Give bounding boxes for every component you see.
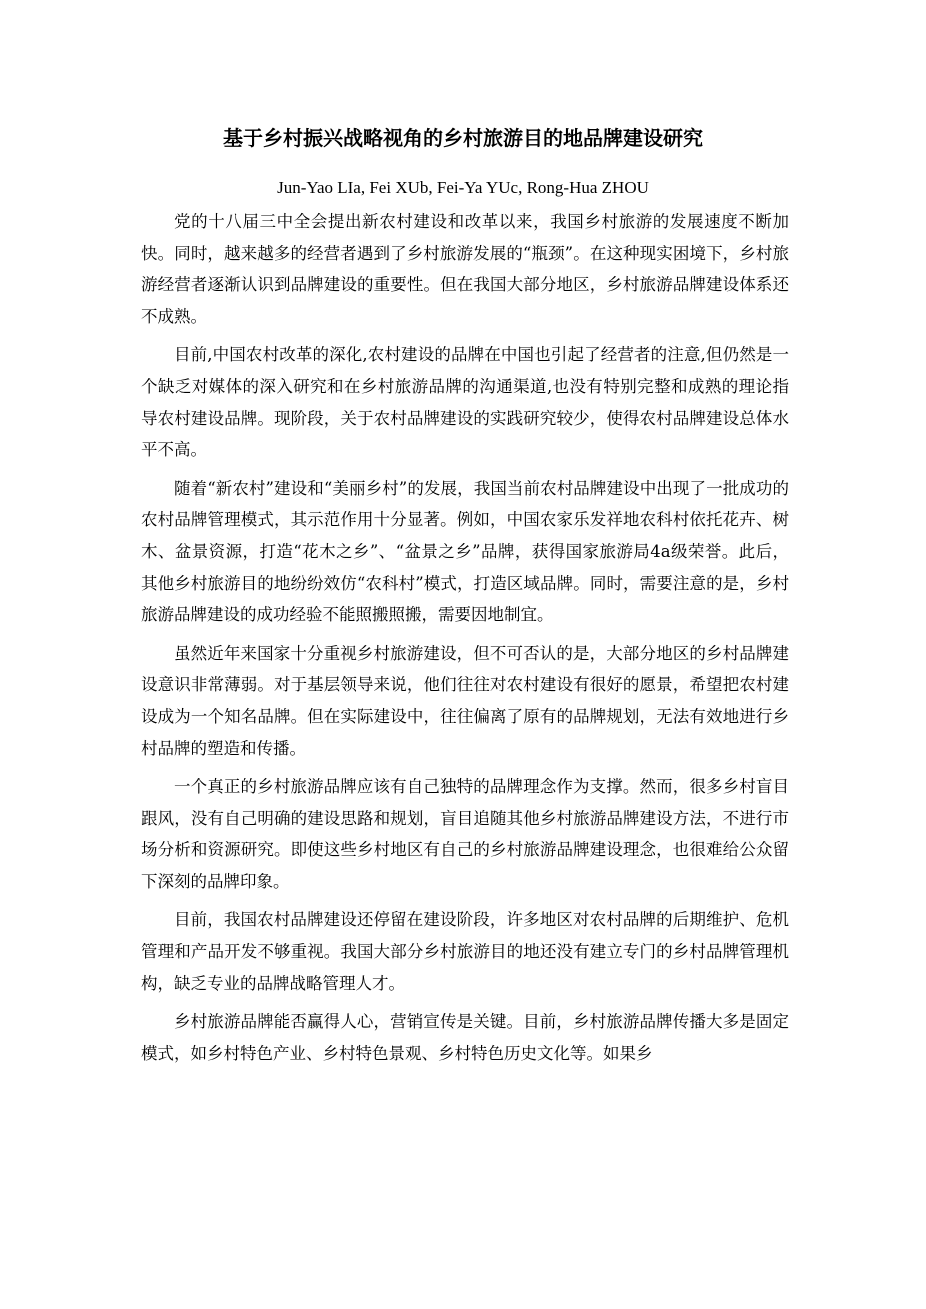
paragraph: 目前，我国农村品牌建设还停留在建设阶段，许多地区对农村品牌的后期维护、危机管理和产品开发不够重视。我国大部分乡村旅游目的地还没有建立专门的乡村品牌管理机构，缺乏专业的品牌战略管理人才。 bbox=[141, 910, 789, 993]
paragraph: 虽然近年来国家十分重视乡村旅游建设，但不可否认的是，大部分地区的乡村品牌建设意识非常薄弱。对于基层领导来说，他们往往对农村建设有很好的愿景，希望把农村建设成为一个知名品牌。但在实际建设中，往往偏离了原有的品牌规划，无法有效地进行乡村品牌的塑造和传播。 bbox=[141, 643, 789, 758]
paragraph: 党的十八届三中全会提出新农村建设和改革以来，我国乡村旅游的发展速度不断加快。同时，越来越多的经营者遇到了乡村旅游发展的“瓶颈”。在这种现实困境下，乡村旅游经营者逐渐认识到品牌建设的重要性。但在我国大部分地区，乡村旅游品牌建设体系还不成熟。 bbox=[141, 212, 789, 326]
paper-title: 基于乡村振兴战略视角的乡村旅游目的地品牌建设研究 bbox=[223, 126, 703, 150]
paragraph: 目前,中国农村改革的深化,农村建设的品牌在中国也引起了经营者的注意,但仍然是一个缺乏对媒体的深入研究和在乡村旅游品牌的沟通渠道,也没有特别完整和成熟的理论指导农村建设品牌。现阶段，关于农村品牌建设的实践研究较少，使得农村品牌建设总体水平不高。 bbox=[141, 345, 789, 460]
paragraph: 一个真正的乡村旅游品牌应该有自己独特的品牌理念作为支撑。然而，很多乡村盲目跟风，没有自己明确的建设思路和规划，盲目追随其他乡村旅游品牌建设方法，不进行市场分析和资源研究。即使这些乡村地区有自己的乡村旅游品牌建设理念，也很难给公众留下深刻的品牌印象。 bbox=[141, 777, 789, 891]
body-text bbox=[141, 206, 789, 1076]
author-list: Jun-Yao LIa, Fei XUb, Fei-Ya YUc, Rong-Hua ZHOU bbox=[277, 178, 649, 197]
paragraph: 随着“新农村”建设和“美丽乡村”的发展，我国当前农村品牌建设中出现了一批成功的农村品牌管理模式，其示范作用十分显著。例如，中国农家乐发祥地农科村依托花卉、树木、盆景资源，打造“花木之乡”、“盆景之乡”品牌，获得国家旅游局4a级荣誉。此后，其他乡村旅游目的地纷纷效仿“农科村”模式，打造区域品牌。同时，需要注意的是，乡村旅游品牌建设的成功经验不能照搬照搬，需要因地制宜。 bbox=[141, 478, 789, 625]
paragraph: 乡村旅游品牌能否赢得人心，营销宣传是关键。目前，乡村旅游品牌传播大多是固定模式，如乡村特色产业、乡村特色景观、乡村特色历史文化等。如果乡 bbox=[141, 1012, 789, 1063]
